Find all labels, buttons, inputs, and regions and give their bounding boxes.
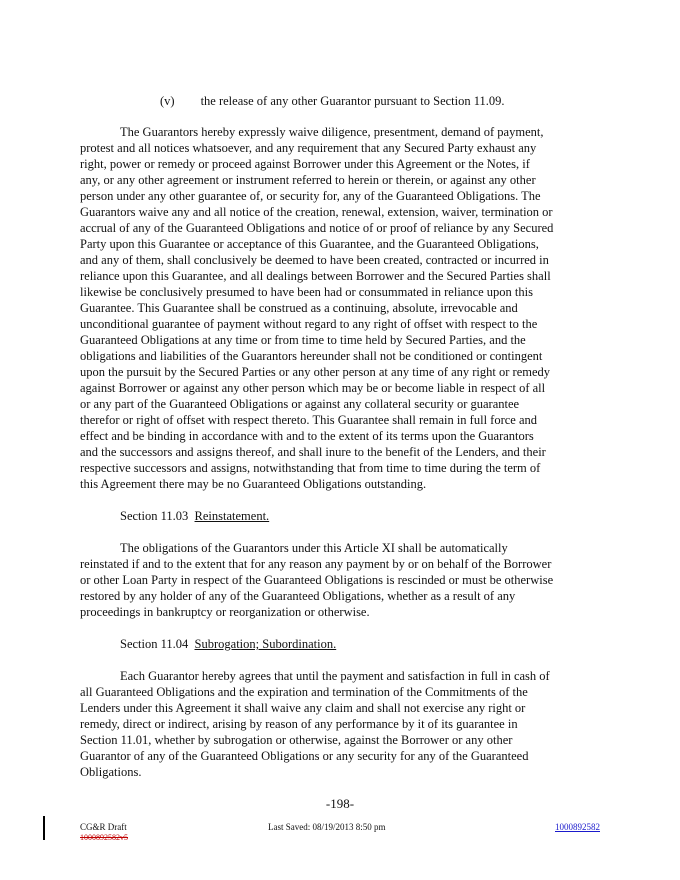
- section-number: Section 11.03: [120, 509, 189, 523]
- subclause-v: [160, 94, 505, 109]
- section-title: Subrogation; Subordination.: [194, 637, 337, 651]
- section-heading-11-04: [120, 636, 336, 652]
- text-line: restored by any holder of any of the Guaranteed Obligations, whether as a result of any: [80, 589, 516, 603]
- section-title: Reinstatement.: [194, 509, 270, 523]
- text-line: person under any other guarantee of, or security for, any of the Guaranteed Obligations. The: [80, 189, 541, 203]
- subclause-marker: (v): [160, 94, 175, 108]
- text-line: or any part of the Guaranteed Obligations or against any collateral security or guarantee: [80, 397, 520, 411]
- section-number: Section 11.04: [120, 637, 189, 651]
- text-line: and the successors and assigns thereof, and shall inure to the benefit of the Lenders, and their: [80, 445, 546, 459]
- text-line: Party upon this Guarantee or acceptance of this Guarantee, and the Guaranteed Obligations,: [80, 237, 539, 251]
- text-line: or other Loan Party in respect of the Guaranteed Obligations is rescinded or must be otherwise: [80, 573, 554, 587]
- text-line: The obligations of the Guarantors under this Article XI shall be automatically: [120, 541, 508, 555]
- text-line: Guaranteed Obligations at any time or from time to time held by Secured Parties, and the: [80, 333, 526, 347]
- footer-doc-id-link[interactable]: 1000892582: [555, 822, 600, 832]
- text-line: obligations and liabilities of the Guarantors hereunder shall not be conditioned or contingent: [80, 349, 543, 363]
- text-line: remedy, direct or indirect, arising by reason of any performance by it of its guarantee in: [80, 717, 518, 731]
- text-line: Section 11.01, whether by subrogation or otherwise, against the Borrower or any other: [80, 733, 513, 747]
- change-bar: [43, 816, 45, 840]
- text-line: and any of them, shall conclusively be deemed to have been created, contracted or incurred in: [80, 253, 549, 267]
- text-line: effect and be binding in accordance with and to the extent of its terms upon the Guarantors: [80, 429, 534, 443]
- text-line: unconditional guarantee of payment without regard to any right of offset with respect to the: [80, 317, 538, 331]
- footer-last-saved: Last Saved: 08/19/2013 8:50 pm: [268, 822, 386, 832]
- text-line: right, power or remedy or proceed against Borrower under this Agreement or the Notes, if: [80, 157, 530, 171]
- text-line: likewise be conclusively presumed to have been had or consummated in reliance upon this: [80, 285, 533, 299]
- text-line: any, or any other agreement or instrument referred to herein or therein, or against any other: [80, 173, 536, 187]
- text-line: The Guarantors hereby expressly waive diligence, presentment, demand of payment,: [120, 125, 544, 139]
- footer-draft-label: CG&R Draft: [80, 822, 127, 832]
- text-line: against Borrower or against any other person which may be or become liable in respect of all: [80, 381, 546, 395]
- section-heading-11-03: [120, 508, 269, 524]
- text-line: this Agreement there may be no Guaranteed Obligations outstanding.: [80, 477, 427, 491]
- text-line: reinstated if and to the extent that for any reason any payment by or on behalf of the Borrower: [80, 557, 552, 571]
- text-line: Guarantors waive any and all notice of the creation, renewal, extension, waiver, termination or: [80, 205, 553, 219]
- text-line: respective successors and assigns, notwithstanding that from time to time during the term of: [80, 461, 541, 475]
- text-line: upon the pursuit by the Secured Parties or any other person at any time of any right or remedy: [80, 365, 551, 379]
- text-line: Each Guarantor hereby agrees that until the payment and satisfaction in full in cash of: [120, 669, 550, 683]
- text-line: Guarantor of any of the Guaranteed Obligations or any security for any of the Guaranteed: [80, 749, 529, 763]
- text-line: Guarantee. This Guarantee shall be construed as a continuing, absolute, irrevocable and: [80, 301, 518, 315]
- text-line: protest and all notices whatsoever, and any requirement that any Secured Party exhaust any: [80, 141, 537, 155]
- text-line: proceedings in bankruptcy or reorganization or otherwise.: [80, 605, 370, 619]
- text-line: Lenders under this Agreement it shall waive any claim and shall not exercise any right or: [80, 701, 526, 715]
- text-line: Obligations.: [80, 765, 142, 779]
- text-line: therefor or right of offset with respect thereto. This Guarantee shall remain in full force and: [80, 413, 538, 427]
- text-line: all Guaranteed Obligations and the expiration and termination of the Commitments of the: [80, 685, 528, 699]
- page-number: -198-: [325, 796, 355, 811]
- text-line: accrual of any of the Guaranteed Obligations and notice of or proof of reliance by any Secured: [80, 221, 554, 235]
- subclause-text: the release of any other Guarantor pursuant to Section 11.09.: [200, 94, 505, 108]
- footer-struck-doc-id: 1000892582v5: [80, 833, 128, 842]
- text-line: reliance upon this Guarantee, and all dealings between Borrower and the Secured Parties shall: [80, 269, 551, 283]
